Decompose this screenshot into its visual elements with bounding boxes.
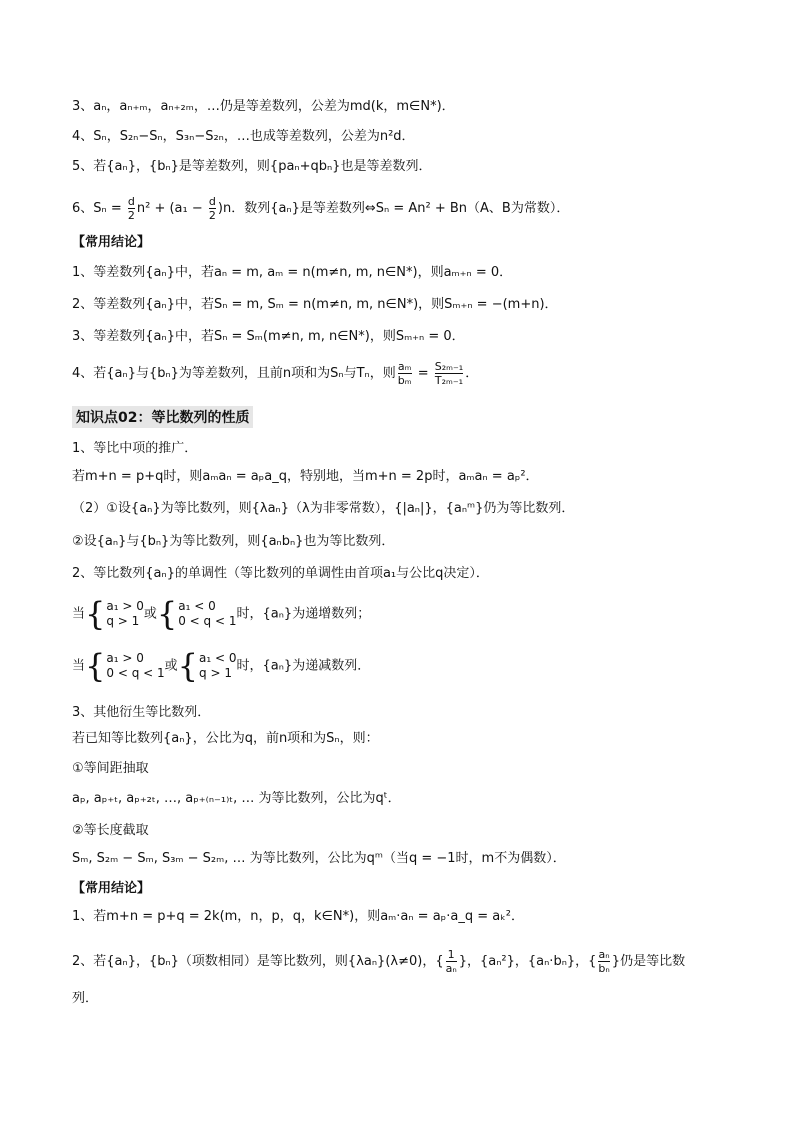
- condition-system: { a₁ > 0 0 < q < 1: [85, 647, 165, 685]
- equidistant-extract-body: aₚ, aₚ₊ₜ, aₚ₊₂ₜ, …, aₚ₊₍ₙ₋₁₎ₜ, … 为等比数列，公比为qᵗ．: [72, 791, 401, 806]
- fraction: $\frac{\text{S₂ₘ₋₁}}{\text{T₂ₘ₋₁}}$: [434, 360, 464, 387]
- geo-conclusion-2-cont: 列．: [72, 991, 99, 1006]
- geo-2: 2、等比数列{aₙ}的单调性（等比数列的单调性由首项a₁与公比q决定）．: [72, 566, 489, 581]
- prop-4: 4、Sₙ，S₂ₙ−Sₙ，S₃ₙ−S₂ₙ，…也成等差数列，公差为n²d．: [72, 129, 415, 144]
- equal-length-title: ②等长度截取: [72, 823, 149, 838]
- monotone-increasing: 当 { a₁ > 0 q > 1 或 { a₁ < 0 0 < q < 1 时，{aₙ}为递增数列；: [72, 595, 371, 633]
- fraction: $\frac{1}{\text{aₙ}}$: [445, 948, 457, 975]
- geo-1: 1、等比中项的推广．: [72, 441, 198, 456]
- prop-3: 3、aₙ，aₙ₊ₘ，aₙ₊₂ₘ，…仍是等差数列，公差为md(k，m∈N*)．: [72, 99, 455, 114]
- fraction: $\frac{\text{aₙ}}{\text{bₙ}}$: [598, 948, 610, 975]
- condition-system: { a₁ < 0 q > 1: [177, 647, 237, 685]
- conclusion-4: 4、若{aₙ}与{bₙ}为等差数列，且前n项和为Sₙ与Tₙ，则 $\frac{\text{aₘ}}{\text{bₘ}}$ = $\frac{\text{S₂ₘ₋₁}}{\text{T₂ₘ₋₁}}$ ．: [72, 360, 479, 387]
- fraction: $\frac{d}{2}$: [127, 195, 135, 222]
- conclusion-3: 3、等差数列{aₙ}中，若Sₙ = Sₘ(m≠n, m, n∈N*)，则Sₘ₊ₙ = 0．: [72, 329, 465, 344]
- geo-1-2a: （2）①设{aₙ}为等比数列，则{λaₙ}（λ为非零常数），{|aₙ|}，{aₙᵐ}仍为等比数列．: [72, 501, 575, 516]
- fraction: $\frac{d}{2}$: [208, 195, 216, 222]
- geo-1-formula: 若m+n = p+q时，则aₘaₙ = aₚa_q，特别地，当m+n = 2p时，aₘaₙ = aₚ²．: [72, 469, 539, 484]
- equal-length-body: Sₘ, S₂ₘ − Sₘ, S₃ₘ − S₂ₘ, … 为等比数列，公比为qᵐ（当q = −1时，m不为偶数）．: [72, 851, 566, 866]
- section-heading-common-conclusions: 【常用结论】: [72, 235, 151, 250]
- geo-3: 3、其他衍生等比数列．: [72, 705, 211, 720]
- condition-system: { a₁ < 0 0 < q < 1: [156, 595, 237, 633]
- condition-system: { a₁ > 0 q > 1: [85, 595, 144, 633]
- prop-6: 6、Sₙ = $\frac{d}{2}$ n² + (a₁ − $\frac{d}{2}$ )n．数列{aₙ}是等差数列⇔Sₙ = An² + Bn（A、B为常数）．: [72, 195, 570, 222]
- conclusion-2: 2、等差数列{aₙ}中，若Sₙ = m, Sₘ = n(m≠n, m, n∈N*)，则Sₘ₊ₙ = −(m+n)．: [72, 297, 558, 312]
- conclusion-1: 1、等差数列{aₙ}中，若aₙ = m, aₘ = n(m≠n, m, n∈N*)，则aₘ₊ₙ = 0．: [72, 265, 513, 280]
- equidistant-extract-title: ①等间距抽取: [72, 761, 149, 776]
- geo-3-known: 若已知等比数列{aₙ}，公比为q，前n项和为Sₙ，则：: [72, 731, 379, 746]
- prop-5: 5、若{aₙ}，{bₙ}是等差数列，则{paₙ+qbₙ}也是等差数列．: [72, 159, 432, 174]
- geo-conclusion-2: 2、若{aₙ}，{bₙ}（项数相同）是等比数列，则{λaₙ}(λ≠0)，{ $\frac{1}{\text{aₙ}}$ }，{aₙ²}，{aₙ·bₙ}，{ $\frac{\text{aₙ}}{\text{bₙ}}$ }仍是等比数: [72, 948, 686, 975]
- fraction: $\frac{\text{aₘ}}{\text{bₘ}}$: [397, 360, 412, 387]
- section-heading-common-conclusions-2: 【常用结论】: [72, 881, 151, 896]
- geo-conclusion-1: 1、若m+n = p+q = 2k(m，n，p，q，k∈N*)，则aₘ·aₙ = aₚ·a_q = aₖ²．: [72, 909, 524, 924]
- knowledge-point-heading: 知识点02：等比数列的性质: [72, 406, 253, 428]
- geo-1-2b: ②设{aₙ}与{bₙ}为等比数列，则{aₙbₙ}也为等比数列．: [72, 534, 395, 549]
- monotone-decreasing: 当 { a₁ > 0 0 < q < 1 或 { a₁ < 0 q > 1 时，{aₙ}为递减数列．: [72, 647, 371, 685]
